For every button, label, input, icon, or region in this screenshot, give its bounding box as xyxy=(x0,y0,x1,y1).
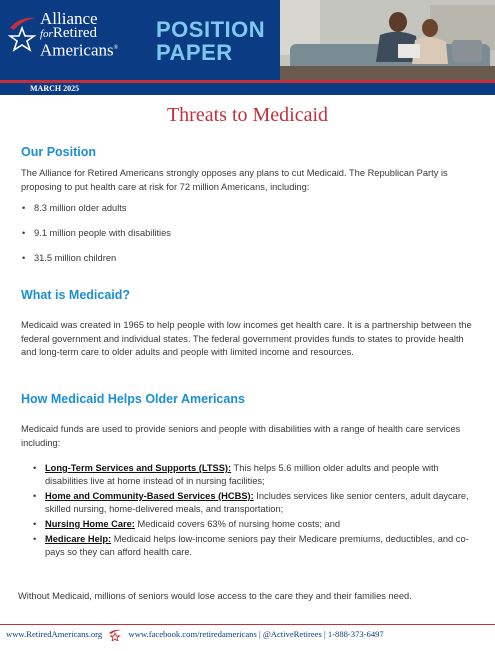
registered-mark: ® xyxy=(113,45,119,51)
footer-separator: | xyxy=(258,629,261,639)
logo-line-3 xyxy=(40,41,118,58)
list-item-text: Includes services like senior centers, adult daycare, skilled nursing, home-delivered meals, and transportation; xyxy=(45,491,469,515)
logo-line-1: Alliance xyxy=(40,9,98,28)
footer-red-rule xyxy=(0,624,495,625)
logo-wordmark xyxy=(40,9,119,60)
list-item-text: This helps 5.6 million older adults and people with disabilities live at home instead of in nursing facilities; xyxy=(45,463,439,487)
website-link[interactable]: www.RetiredAmericans.org xyxy=(6,629,103,639)
list-item: • 8.3 million older adults xyxy=(34,203,127,213)
list-item-text: Medicaid helps low-income seniors pay their Medicare premiums, deductibles, and co-pays so they can afford health care. xyxy=(45,534,469,558)
header-banner xyxy=(0,0,495,95)
list-item-term: Long-Term Services and Supports (LTSS): xyxy=(45,463,232,473)
header-photo xyxy=(280,0,495,80)
how-intro: Medicaid funds are used to provide seniors and people with disabilities with a range of health care services including: xyxy=(21,424,461,448)
phone-number[interactable]: 1-888-373-6497 xyxy=(327,629,384,639)
document-type-line-2: PAPER xyxy=(156,40,233,65)
publication-date: MARCH 2025 xyxy=(30,84,80,93)
list-item-term: Home and Community-Based Services (HCBS): xyxy=(45,491,254,501)
logo-line-2-main: Retired xyxy=(52,25,97,41)
heading-how-medicaid-helps: How Medicaid Helps Older Americans xyxy=(21,392,245,406)
logo-line-2-small: for xyxy=(40,28,53,40)
facebook-link[interactable]: www.facebook.com/retiredamericans xyxy=(128,629,257,639)
logo-line-3-main: Americans xyxy=(40,40,114,60)
list-item: • 9.1 million people with disabilities xyxy=(34,228,171,238)
heading-what-is-medicaid: What is Medicaid? xyxy=(21,288,131,302)
list-item-term: Nursing Home Care: xyxy=(45,519,135,529)
logo-line-2 xyxy=(40,26,118,41)
list-item xyxy=(45,490,475,517)
twitter-handle[interactable]: @ActiveRetirees xyxy=(262,629,322,639)
position-intro: The Alliance for Retired Americans strongly opposes any plans to cut Medicaid. The Republican Party is proposing to put health care at risk for 72 million Americans, including: xyxy=(21,168,448,192)
logo-star-icon xyxy=(8,14,38,54)
what-body: Medicaid was created in 1965 to help people with low incomes get health care. It is a partnership between the federal government and individual states. The federal government provides funds to states to provide health and long-term care to older adults and people with limited income and resources. xyxy=(21,320,472,357)
list-item xyxy=(45,518,475,531)
list-item-text: Medicaid covers 63% of nursing home costs; and xyxy=(134,519,341,529)
closing-statement: Without Medicaid, millions of seniors would lose access to the care they and their families need. xyxy=(18,591,412,601)
document-type-line-1: POSITION xyxy=(156,17,266,42)
list-item: • 31.5 million children xyxy=(34,253,116,263)
footer-star-icon xyxy=(108,629,122,641)
page-title: Threats to Medicaid xyxy=(166,104,329,126)
seniors-on-couch-image xyxy=(280,0,495,80)
heading-our-position: Our Position xyxy=(21,145,96,159)
footer-separator: | xyxy=(323,629,326,639)
list-item xyxy=(45,533,475,560)
footer xyxy=(6,629,384,641)
list-item-term: Medicare Help: xyxy=(45,534,112,544)
list-item xyxy=(45,462,475,489)
document-type xyxy=(156,18,265,64)
